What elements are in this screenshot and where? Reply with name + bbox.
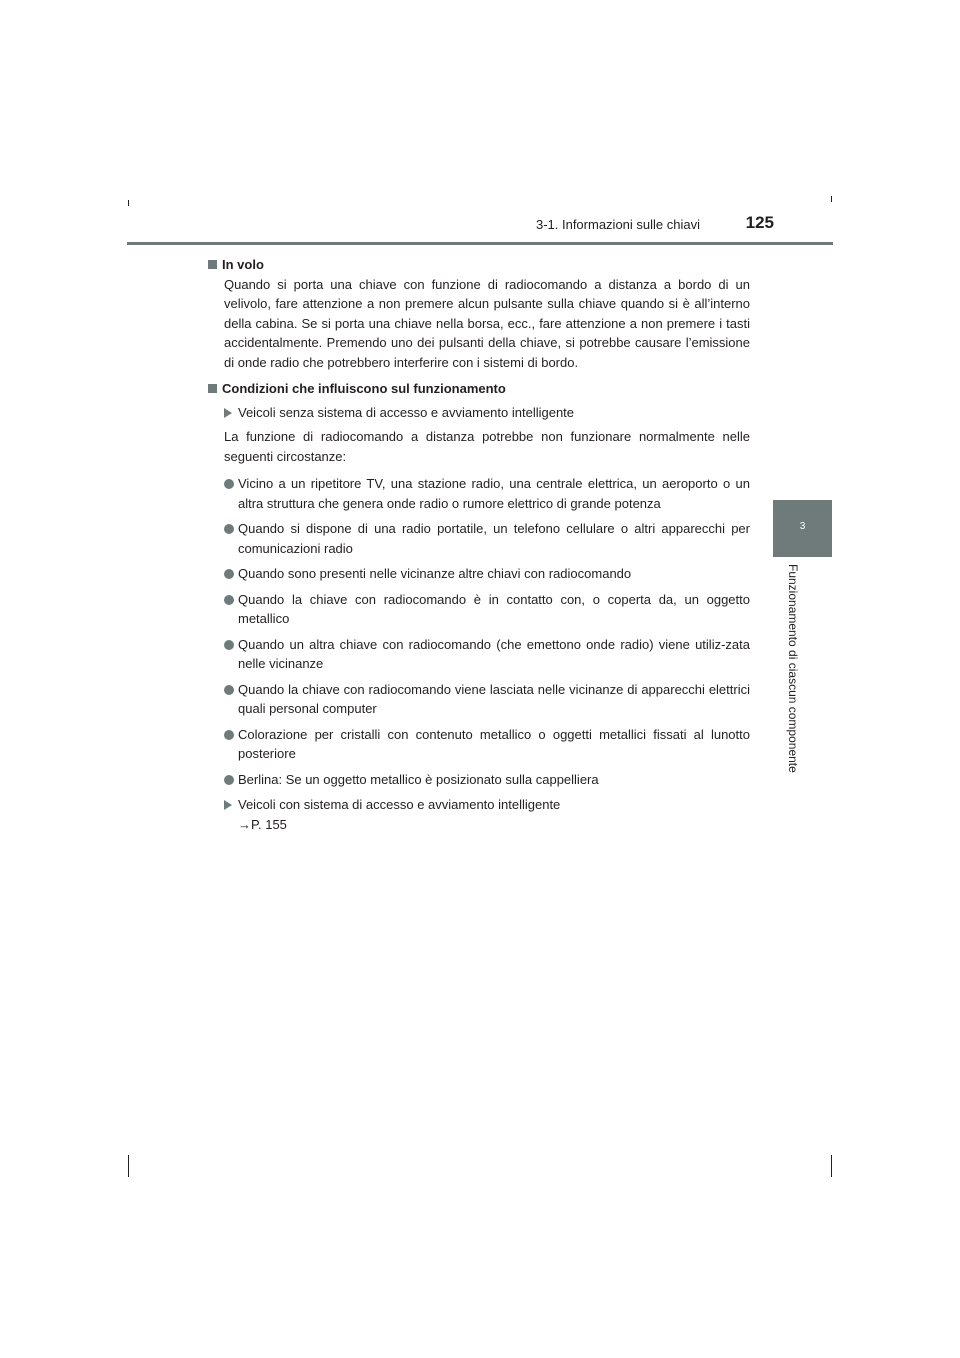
sub-heading-senza: Veicoli senza sistema di accesso e avviamento intelligente (208, 403, 750, 423)
crop-mark-bottom-left (128, 1155, 129, 1177)
circle-bullet-icon (224, 685, 234, 695)
list-item: Quando la chiave con radiocomando è in contatto con, o coperta da, un oggetto metallico (208, 590, 750, 629)
sub-heading-con: Veicoli con sistema di accesso e avviamento intelligente →P. 155 (208, 795, 750, 834)
triangle-arrow-icon (224, 800, 232, 810)
main-content (208, 255, 750, 834)
list-item: Quando la chiave con radiocomando viene lasciata nelle vicinanze di apparecchi elettrici quali personal computer (208, 680, 750, 719)
list-item: Quando sono presenti nelle vicinanze altre chiavi con radiocomando (208, 564, 750, 584)
list-item: Vicino a un ripetitore TV, una stazione radio, una centrale elettrica, un aeroporto o un altra struttura che genera onde radio o rumore elettrico di grande potenza (208, 474, 750, 513)
square-bullet-icon (208, 260, 217, 269)
heading-condizioni: Condizioni che influiscono sul funzionamento (208, 379, 750, 399)
page-reference: →P. 155 (238, 816, 287, 832)
paragraph-in-volo: Quando si porta una chiave con funzione di radiocomando a distanza a bordo di un velivolo, fare attenzione a non premere alcun pulsante sulla chiave quando si è all’interno della cabina. Se si porta una chiave nella borsa, ecc., fare attenzione a non premere i tasti accidentalmente. Premendo uno dei pulsanti della chiave, si potrebbe causare l’emissione di onde radio che potrebbero interferire con i sistemi di bordo. (224, 276, 750, 370)
circle-bullet-icon (224, 775, 234, 785)
triangle-arrow-icon (224, 408, 232, 418)
crop-mark-top-left (128, 200, 129, 206)
crop-mark-bottom-right (831, 1155, 832, 1177)
section-title: 3-1. Informazioni sulle chiavi (535, 217, 700, 232)
list-item: Berlina: Se un oggetto metallico è posizionato sulla cappelliera (208, 770, 750, 790)
chapter-number: 3 (799, 521, 806, 532)
chapter-title-vertical (786, 564, 806, 784)
circle-bullet-icon (224, 569, 234, 579)
page-number: 125 (745, 213, 774, 232)
intro-paragraph: La funzione di radiocomando a distanza potrebbe non funzionare normalmente nelle seguenti circostanze: (224, 429, 750, 464)
crop-mark-top-right (831, 196, 832, 202)
heading-in-volo: In volo (208, 255, 750, 275)
circle-bullet-icon (224, 730, 234, 740)
list-item: Quando si dispone di una radio portatile, un telefono cellulare o altri apparecchi per comunicazioni radio (208, 519, 750, 558)
circle-bullet-icon (224, 595, 234, 605)
circle-bullet-icon (224, 479, 234, 489)
list-item: Quando un altra chiave con radiocomando (che emettono onde radio) viene utiliz-zata nelle vicinanze (208, 635, 750, 674)
list-item: Colorazione per cristalli con contenuto metallico o oggetti metallici fissati al lunotto posteriore (208, 725, 750, 764)
header-rule (127, 242, 833, 245)
circle-bullet-icon (224, 524, 234, 534)
circle-bullet-icon (224, 640, 234, 650)
chapter-title: Funzionamento di ciascun componente (786, 564, 800, 773)
square-bullet-icon (208, 384, 217, 393)
